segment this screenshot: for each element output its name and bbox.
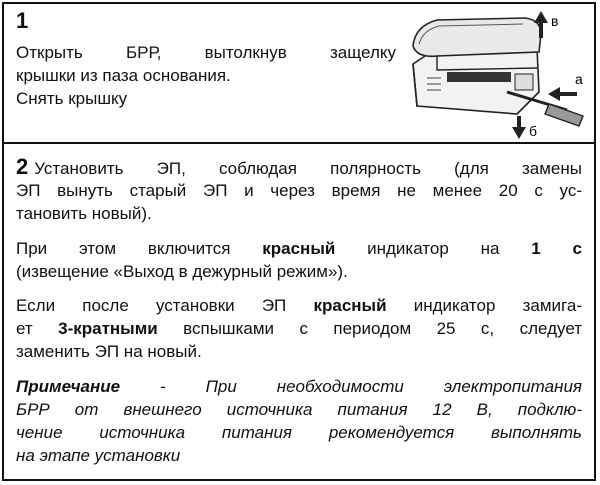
step-2-para-1-line-3: тановить новый). <box>16 204 152 223</box>
step-2-para-2-line-1 <box>16 238 582 261</box>
step-2-para-1-text: Установить ЭП, соблюдая полярность (для замены <box>34 159 582 178</box>
note-text-1: - При необходимости электропитания <box>120 377 582 396</box>
step-1-number: 1 <box>16 8 29 33</box>
step-1-cell <box>4 4 594 144</box>
p3-bold-red: красный <box>313 296 387 315</box>
note-line-4: на этапе установки <box>16 446 181 465</box>
note-line-2: БРР от внешнего источника питания 12 В, подклю- <box>16 400 582 419</box>
step-2-para-3-line-3: заменить ЭП на новый. <box>16 342 202 361</box>
step-2-number: 2 <box>16 154 29 179</box>
device-opening-illustration <box>407 8 591 140</box>
arrow-label-a: а <box>575 71 583 87</box>
step-2-para-3-line-1 <box>16 295 582 318</box>
step-1-line-3: Снять крышку <box>16 89 128 108</box>
instruction-table <box>2 2 596 481</box>
p3-text-c: индикатор замига- <box>386 296 582 315</box>
step-1-line-1: Открыть БРР, вытолкнув защелку <box>16 43 396 62</box>
p3-text-d: ет <box>16 319 59 338</box>
p2-bold-red: красный <box>262 239 336 258</box>
p2-bold-duration: 1 с <box>531 239 582 258</box>
step-1-line-2: крышки из паза основания. <box>16 66 231 85</box>
step-2-para-1-line-2: ЭП вынуть старый ЭП и через время не менее 20 с ус- <box>16 181 582 200</box>
p3-text-a: Если после установки ЭП <box>16 296 314 315</box>
step-2-para-3-line-2 <box>16 318 582 341</box>
arrow-label-b: б <box>529 123 538 139</box>
p2-text-c: индикатор на <box>335 239 532 258</box>
arrow-label-v: в <box>551 13 559 29</box>
step-2-para-2-line-2: (извещение «Выход в дежурный режим»). <box>16 262 348 281</box>
note-line-1 <box>16 376 582 399</box>
note-label: Примечание <box>16 377 121 396</box>
step-2-cell <box>4 144 594 479</box>
p3-text-f: вспышками с периодом 25 с, следует <box>157 319 583 338</box>
p3-bold-triple: 3-кратными <box>58 319 158 338</box>
p2-text-a: При этом включится <box>16 239 263 258</box>
step-2-para-1-line-1 <box>16 156 582 181</box>
note-line-3: чение источника питания рекомендуется выполнять <box>16 423 582 442</box>
